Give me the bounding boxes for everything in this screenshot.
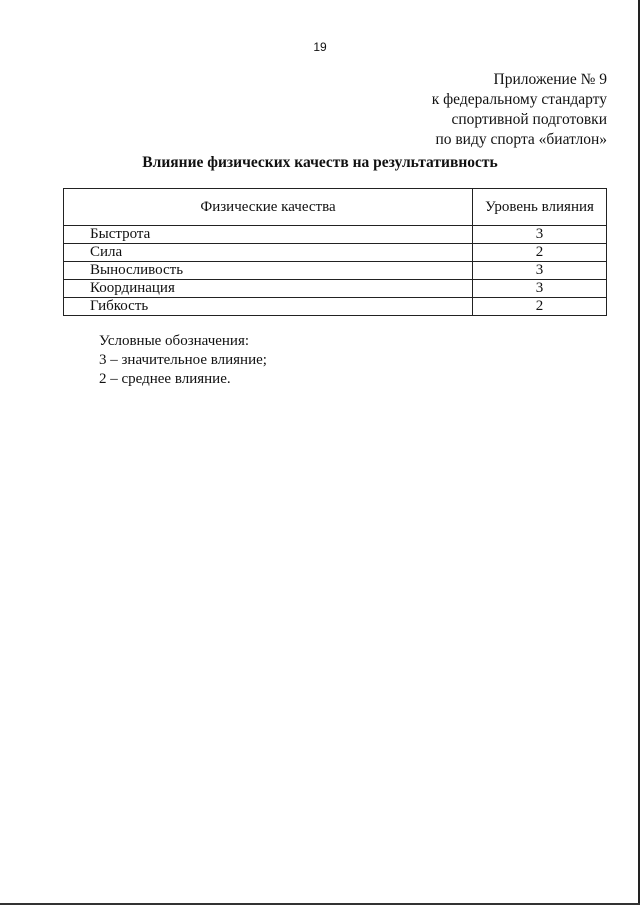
quality-cell: Сила — [64, 244, 473, 262]
appendix-line-4: по виду спорта «биатлон» — [435, 131, 607, 148]
quality-cell: Выносливость — [64, 262, 473, 280]
legend — [99, 332, 267, 389]
table-row — [64, 262, 607, 280]
table-row — [64, 226, 607, 244]
appendix-line-1: Приложение № 9 — [493, 71, 607, 88]
level-cell: 2 — [473, 244, 607, 262]
appendix-line-2: к федеральному стандарту — [431, 91, 607, 108]
document-title: Влияние физических качеств на результативность — [142, 154, 498, 171]
page-number: 19 — [313, 40, 327, 54]
level-cell: 2 — [473, 298, 607, 316]
level-cell: 3 — [473, 280, 607, 298]
quality-cell: Гибкость — [64, 298, 473, 316]
table-header-row — [64, 189, 607, 226]
quality-cell: Координация — [64, 280, 473, 298]
legend-heading: Условные обозначения: — [99, 333, 250, 349]
legend-item: 2 – среднее влияние. — [99, 371, 231, 387]
header-physical-qualities: Физические качества — [64, 189, 473, 226]
legend-item: 3 – значительное влияние; — [99, 352, 267, 368]
table-row — [64, 298, 607, 316]
header-influence-level: Уровень влияния — [473, 189, 607, 226]
table-row — [64, 280, 607, 298]
appendix-line-3: спортивной подготовки — [451, 111, 607, 128]
quality-cell: Быстрота — [64, 226, 473, 244]
appendix-header — [432, 70, 607, 150]
table-row — [64, 244, 607, 262]
level-cell: 3 — [473, 226, 607, 244]
level-cell: 3 — [473, 262, 607, 280]
qualities-table — [63, 188, 607, 316]
